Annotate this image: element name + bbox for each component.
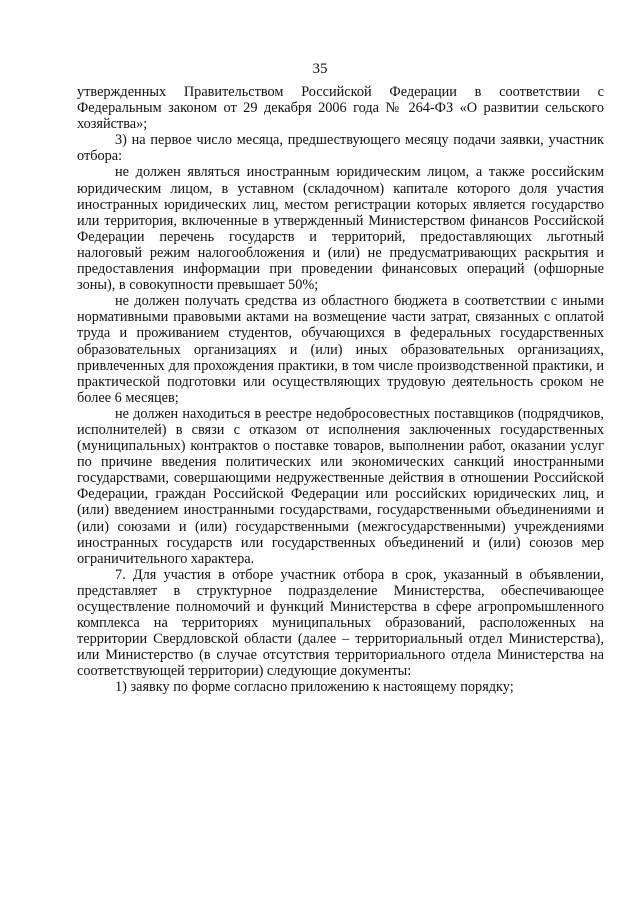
paragraph-2: 3) на первое число месяца, предшествующего месяцу подачи заявки, участник отбора: (77, 132, 604, 165)
paragraph-4: не должен получать средства из областного бюджета в соответствии с иными нормативными правовыми актами на возмещение части затрат, связанных с оплатой труда и проживанием студентов, обучающихся в федеральных государственных образовательных организациях и (или) иных образовательных организациях, привлеченных для прохождения практики, в том числе производственной практики, и практической подготовки или осуществляющих трудовую деятельность сроком не более 6 месяцев; (77, 293, 604, 406)
paragraph-7: 1) заявку по форме согласно приложению к настоящему порядку; (115, 679, 514, 696)
paragraph-6: 7. Для участия в отборе участник отбора в срок, указанный в объявлении, представляет в структурное подразделение Министерства, обеспечивающее осуществление полномочий и функций Министерства в сфере агропромышленного комплекса на территориях муниципальных образований, расположенных на территории Свердловской области (далее – территориальный отдел Министерства), или Министерство (в случае отсутствия территориального отдела Министерства на соответствующей территории) следующие документы: (77, 566, 604, 680)
page-number: 35 (312, 61, 328, 77)
paragraph-1: утвержденных Правительством Российской Федерации в соответствии с Федеральным законом от 29 декабря 2006 года № 264-ФЗ «О развитии сельского хозяйства»; (77, 84, 604, 133)
paragraph-5: не должен находиться в реестре недобросовестных поставщиков (подрядчиков, исполнителей) в связи с отказом от исполнения заключенных государственных (муниципальных) контрактов о поставке товаров, выполнении работ, оказании услуг по причине введения политических или экономических санкций иностранными государствами, совершающими недружественные действия в отношении Российской Федерации, граждан Российской Федерации или российских юридических лиц, и (или) введением иностранными государствами, государственными объединениями и (или) союзами и (или) государственными (межгосударственными) учреждениями иностранных государств или государственных объединений и (или) союзов мер ограничительного характера. (77, 405, 604, 567)
paragraph-3: не должен являться иностранным юридическим лицом, а также российским юридическим лицом, в уставном (складочном) капитале которого доля участия иностранных юридических лиц, местом регистрации которых является государство или территория, включенные в утвержденный Министерством финансов Российской Федерации перечень государств и территорий, предоставляющих льготный налоговый режим налогообложения и (или) не предусматривающих раскрытия и предоставления информации при проведении финансовых операций (офшорные зоны), в совокупности превышает 50%; (77, 164, 604, 294)
document-body (77, 84, 604, 696)
